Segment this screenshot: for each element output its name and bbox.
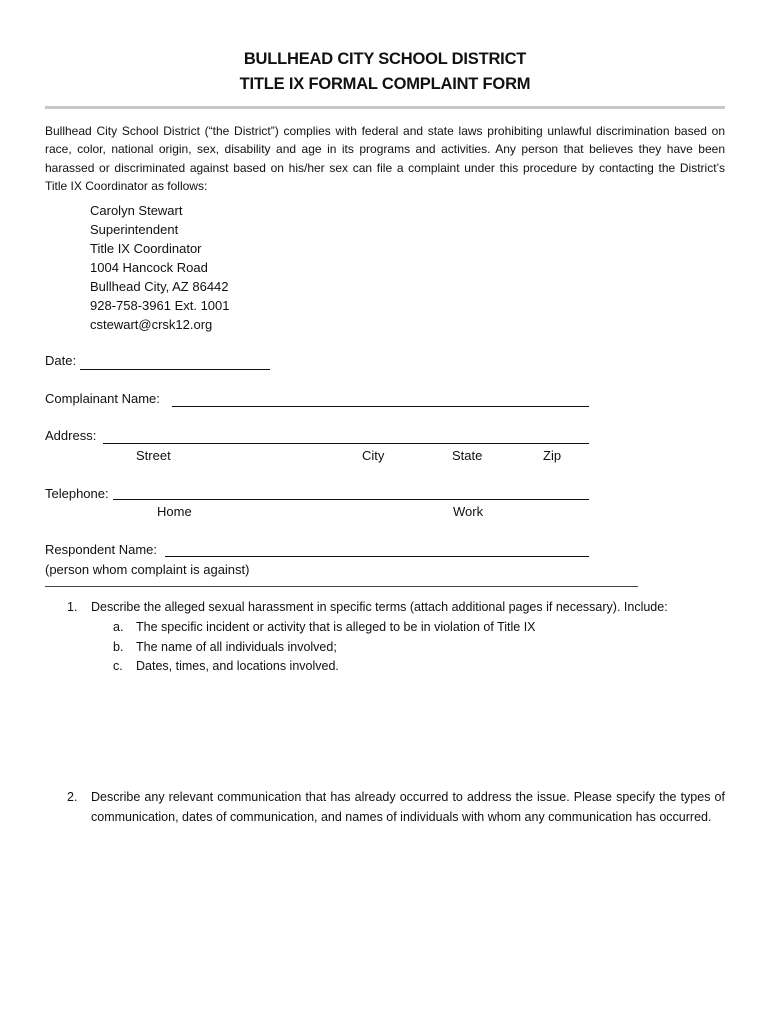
coordinator-role: Superintendent xyxy=(90,222,179,237)
address-label: Address: xyxy=(45,428,97,443)
date-label: Date: xyxy=(45,353,77,368)
coordinator-city: Bullhead City, AZ 86442 xyxy=(90,279,229,294)
date-field[interactable] xyxy=(80,369,270,370)
list-item: b. The name of all individuals involved; xyxy=(113,639,337,654)
respondent-note: (person whom complaint is against) xyxy=(45,562,250,577)
question-2-text: Describe any relevant communication that has already occurred to address the issue. Please specify the types of communication, dates of communication, and names of individuals with whom any communication has occurred. xyxy=(91,790,725,824)
coordinator-contact xyxy=(90,201,230,334)
question-1-list xyxy=(113,618,536,677)
page-title: BULLHEAD CITY SCHOOL DISTRICT xyxy=(243,50,527,68)
header-divider xyxy=(45,106,725,109)
telephone-work-caption: Work xyxy=(453,504,484,519)
coordinator-email[interactable]: cstewart@crsk12.org xyxy=(90,317,213,332)
coordinator-name: Carolyn Stewart xyxy=(90,203,183,218)
intro-paragraph: Bullhead City School District (“the District”) complies with federal and state laws prohibiting unlawful discrimination based on race, color, national origin, sex, disability and age in its programs and activities. Any person that believes they have been harassed or discriminated against based on his/her sex can file a complaint under this procedure by contacting the District’s Title IX Coordinator as follows: xyxy=(45,124,725,193)
address-state-caption: State xyxy=(452,448,483,463)
complainant-label: Complainant Name: xyxy=(45,391,160,406)
question-2-number: 2. xyxy=(67,790,78,804)
question-1-text: Describe the alleged sexual harassment in specific terms (attach additional pages if necessary). Include: xyxy=(91,600,668,614)
address-zip-caption: Zip xyxy=(543,448,562,463)
address-city-caption: City xyxy=(362,448,385,463)
form-title: TITLE IX FORMAL COMPLAINT FORM xyxy=(239,75,531,93)
address-street-caption: Street xyxy=(136,448,171,463)
section-divider xyxy=(45,586,638,587)
coordinator-street: 1004 Hancock Road xyxy=(90,260,208,275)
list-item: a. The specific incident or activity that is alleged to be in violation of Title IX xyxy=(113,620,536,634)
coordinator-title: Title IX Coordinator xyxy=(90,241,202,256)
coordinator-phone: 928-758-3961 Ext. 1001 xyxy=(90,298,230,313)
list-item: c. Dates, times, and locations involved. xyxy=(113,659,339,673)
telephone-home-caption: Home xyxy=(157,504,192,519)
complainant-name-field[interactable] xyxy=(172,406,589,407)
respondent-name-field[interactable] xyxy=(165,556,589,557)
question-2-answer-area[interactable] xyxy=(45,850,725,1000)
telephone-label: Telephone: xyxy=(45,486,109,501)
question-2 xyxy=(67,788,725,827)
respondent-label: Respondent Name: xyxy=(45,542,158,557)
question-1 xyxy=(67,598,732,618)
telephone-field[interactable] xyxy=(113,499,589,500)
question-1-answer-area[interactable] xyxy=(45,680,725,780)
question-1-number: 1. xyxy=(67,600,78,614)
address-field[interactable] xyxy=(103,443,589,444)
